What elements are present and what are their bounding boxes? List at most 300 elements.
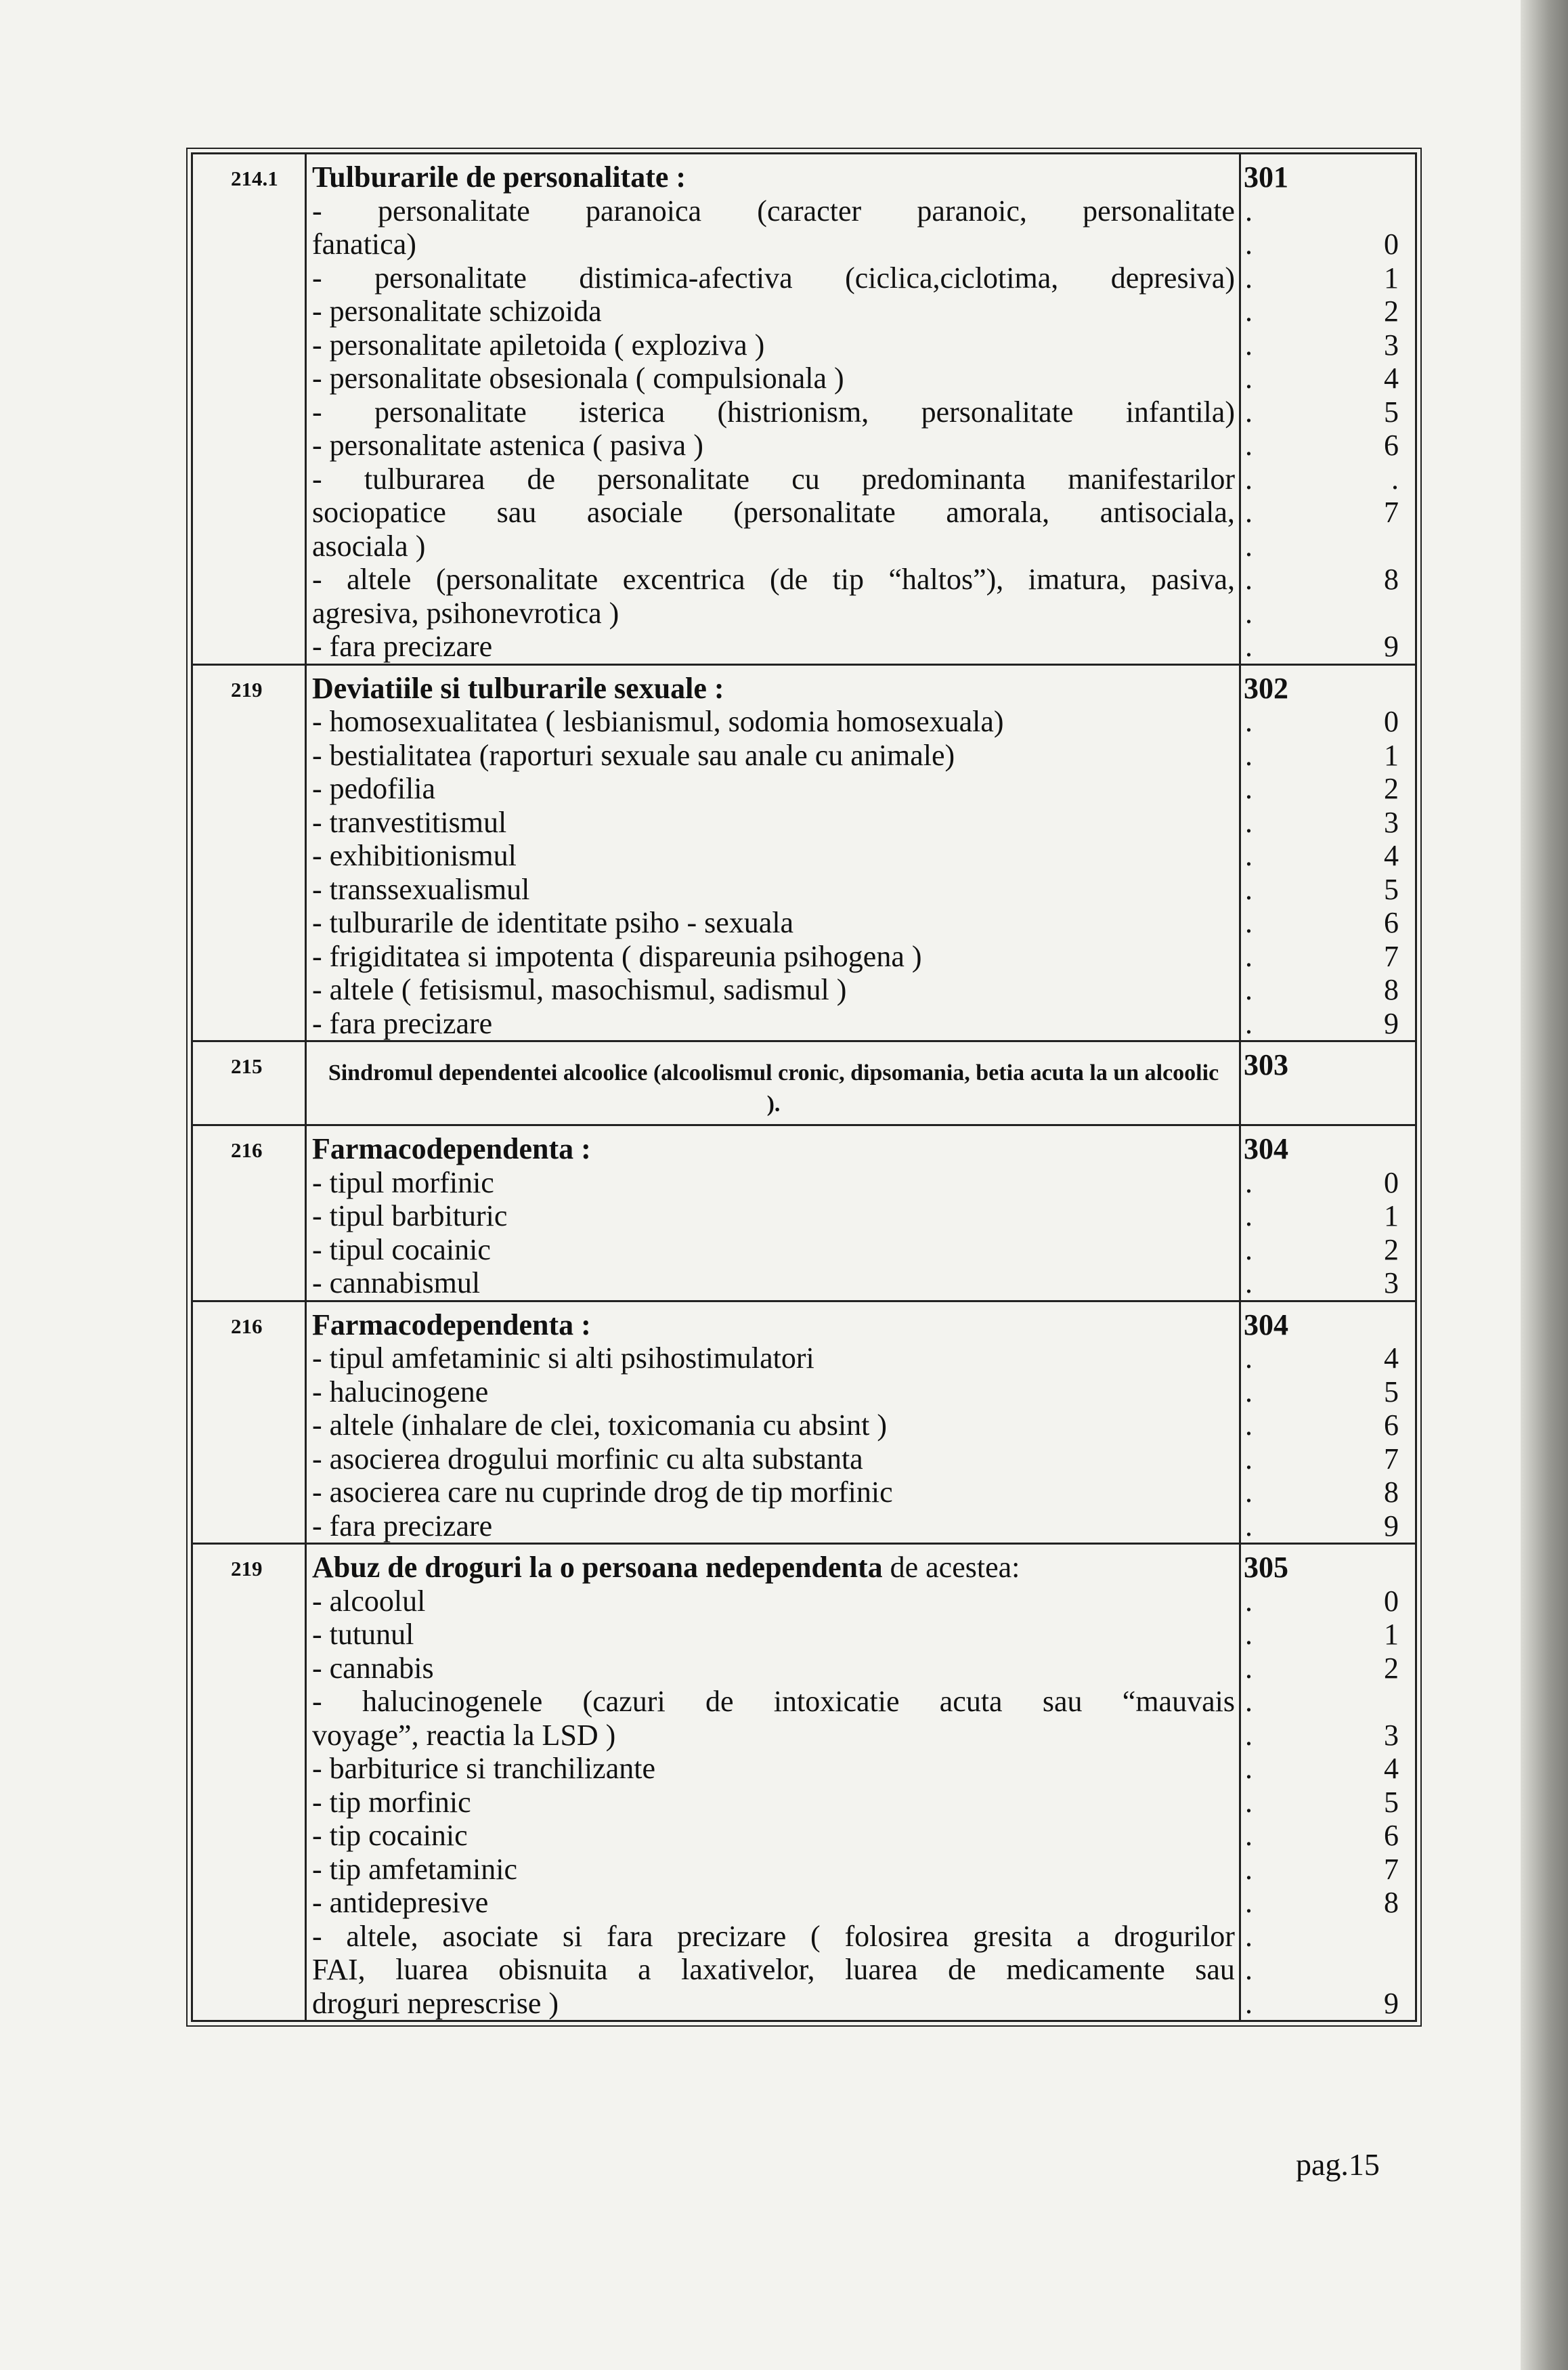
list-item [312, 1007, 1235, 1041]
list-item [312, 1199, 1235, 1233]
block-heading [312, 1551, 1235, 1585]
word: (personalitate [435, 563, 598, 596]
list-item [312, 873, 1235, 907]
code-digit-row [1241, 1685, 1415, 1719]
dot-marker: . [1245, 429, 1253, 462]
code-digit-row [1241, 1166, 1415, 1200]
dot-marker: . [1245, 529, 1253, 563]
word: - [312, 563, 322, 596]
code-digit-row [1241, 1266, 1415, 1300]
word: acuta [939, 1685, 1003, 1718]
classification-table [191, 152, 1417, 2022]
item-text: Deviatiile si tulburarile sexuale : [312, 671, 724, 705]
list-item [312, 1442, 1235, 1476]
dot-marker: . [1245, 1442, 1253, 1475]
code-digit-row [1241, 1442, 1415, 1476]
word: altele [347, 563, 412, 596]
word: luarea [845, 1953, 918, 1986]
list-item [312, 1618, 1235, 1652]
block-code: 214.1 [193, 154, 307, 664]
word: sau [1195, 1953, 1235, 1986]
code-digit-row [1241, 1585, 1415, 1618]
item-text: - tutunul [312, 1618, 414, 1651]
dot-marker: . [1245, 772, 1253, 805]
item-text: - tipul barbituric [312, 1199, 508, 1232]
word: sau [1042, 1685, 1083, 1718]
item-text: voyage”, reactia la LSD ) [312, 1718, 616, 1752]
item-text: - transsexualismul [312, 872, 530, 906]
item-text: - altele (inhalare de clei, toxicomania cu absint ) [312, 1408, 888, 1442]
code-digit-row [1241, 973, 1415, 1007]
item-text: - asocierea care nu cuprinde drog de tip morfinic [312, 1475, 893, 1509]
table-block [193, 154, 1415, 666]
group-code: 305 [1244, 1551, 1288, 1584]
code-digit-row [1241, 1652, 1415, 1685]
code-digit-row [1241, 705, 1415, 739]
dot-marker: . [1245, 1986, 1253, 2020]
word: - [312, 395, 322, 429]
code-digit-row [1241, 395, 1415, 429]
word: intoxicatie [773, 1685, 900, 1718]
code-digit-row [1241, 228, 1415, 261]
code-digit-row [1241, 1987, 1415, 2021]
item-text: agresiva, psihonevrotica ) [312, 596, 619, 630]
list-item [312, 1652, 1235, 1685]
code-digit: 8 [1384, 563, 1399, 596]
code-digit: 1 [1384, 738, 1399, 772]
item-text: - asocierea drogului morfinic cu alta substanta [312, 1442, 863, 1475]
list-item [312, 1341, 1235, 1375]
dot-marker: . [1245, 194, 1253, 228]
word: personalitate [921, 395, 1074, 429]
table-block [193, 1545, 1415, 2020]
code-digit: 5 [1384, 872, 1399, 906]
group-code: 302 [1244, 671, 1288, 705]
code-digit: 8 [1384, 973, 1399, 1006]
group-code: 304 [1244, 1132, 1288, 1165]
word: predominanta [862, 462, 1026, 496]
list-item [312, 1786, 1235, 1819]
code-digit: 4 [1384, 1341, 1399, 1375]
list-item [312, 1475, 1235, 1509]
list-item [312, 563, 1235, 597]
code-digit-row [1241, 772, 1415, 806]
word: personalitate [374, 395, 527, 429]
item-text: droguri neprescrise ) [312, 1986, 559, 2020]
dot-marker: . [1245, 1718, 1253, 1752]
code-digit-row [1241, 1233, 1415, 1267]
item-text: - tip morfinic [312, 1785, 471, 1819]
table-block [193, 666, 1415, 1043]
dot-marker: . [1245, 906, 1253, 939]
code-digit: 6 [1384, 1408, 1399, 1442]
code-digit-row [1241, 563, 1415, 597]
code-digit: 5 [1384, 395, 1399, 429]
code-digit: 4 [1384, 839, 1399, 872]
block-codes-column [1241, 154, 1415, 664]
word: paranoica [586, 194, 702, 228]
code-digit: 2 [1384, 1232, 1399, 1266]
dot-marker: . [1245, 1584, 1253, 1618]
dot-marker: . [1245, 1752, 1253, 1785]
dot-marker: . [1245, 705, 1253, 738]
dot-marker: . [1245, 295, 1253, 328]
item-text: Abuz de droguri la o persoana nedependenta [312, 1551, 883, 1584]
block-heading [312, 672, 1235, 706]
word: (de [769, 563, 808, 596]
item-text: - pedofilia [312, 772, 436, 805]
dot-marker: . [1245, 738, 1253, 772]
code-digit-row [1241, 1408, 1415, 1442]
item-text: - tip amfetaminic [312, 1852, 517, 1886]
code-digit-row [1241, 328, 1415, 362]
code-digit: 9 [1384, 630, 1399, 663]
group-code: 301 [1244, 160, 1288, 194]
paper-edge-shadow [1521, 0, 1568, 2370]
block-heading [312, 1308, 1235, 1342]
dot-marker: . [1245, 839, 1253, 872]
word: obisnuita [498, 1953, 608, 1986]
item-text: - tipul amfetaminic si alti psihostimulatori [312, 1341, 814, 1375]
code-digit-row [1241, 906, 1415, 940]
dot-marker: . [1245, 1266, 1253, 1299]
code-digit: 9 [1384, 1986, 1399, 2020]
code-digit-row [1241, 462, 1415, 496]
list-item [312, 429, 1235, 462]
list-item [312, 1886, 1235, 1920]
code-digit: 2 [1384, 295, 1399, 328]
word: cu [791, 462, 820, 496]
code-digit: 3 [1384, 328, 1399, 362]
word: precizare [677, 1919, 787, 1953]
list-item [312, 530, 1235, 563]
item-text: - tipul morfinic [312, 1165, 494, 1199]
word: excentrica [622, 563, 745, 596]
word: personalitate [374, 261, 527, 295]
word: (caracter [757, 194, 862, 228]
code-digit: 3 [1384, 1266, 1399, 1299]
list-item [312, 194, 1235, 228]
list-item [312, 1585, 1235, 1618]
block-code: 215 [193, 1042, 307, 1124]
code-digit-row [1241, 1375, 1415, 1409]
code-digit-row [1241, 1920, 1415, 1954]
dot-marker: . [1245, 630, 1253, 663]
code-digit: 9 [1384, 1006, 1399, 1040]
word: asociate [442, 1919, 539, 1953]
list-item [312, 328, 1235, 362]
dot-marker: . [1245, 1341, 1253, 1375]
dot-marker: . [1245, 973, 1253, 1006]
list-item [312, 973, 1235, 1007]
item-text: - bestialitatea (raporturi sexuale sau anale cu animale) [312, 738, 955, 772]
word: sociopatice [312, 496, 446, 529]
dot-marker: . [1245, 1919, 1253, 1953]
code-digit: 2 [1384, 1651, 1399, 1685]
word: drogurilor [1114, 1919, 1235, 1953]
code-digit: 2 [1384, 772, 1399, 805]
word: “mauvais [1122, 1685, 1235, 1718]
word: “haltos”), [888, 563, 1004, 596]
item-text: - tip cocainic [312, 1819, 468, 1852]
block-description [307, 666, 1241, 1041]
word: fara [606, 1919, 653, 1953]
dot-marker: . [1245, 1199, 1253, 1232]
word: a [1076, 1919, 1090, 1953]
word: a [638, 1953, 651, 1986]
dot-marker: . [1245, 872, 1253, 906]
dot-marker: . [1245, 1819, 1253, 1852]
dot-marker: . [1245, 395, 1253, 429]
word: infantila) [1125, 395, 1235, 429]
list-item [312, 1166, 1235, 1200]
item-text: - exhibitionismul [312, 839, 517, 872]
code-digit: 4 [1384, 362, 1399, 395]
code-digit: 4 [1384, 1752, 1399, 1785]
code-digit-row [1241, 1007, 1415, 1041]
word: de [527, 462, 555, 496]
dot-marker: . [1245, 1408, 1253, 1442]
word: medicamente [1006, 1953, 1165, 1986]
code-digit-row [1241, 530, 1415, 563]
code-digit-row [1241, 739, 1415, 773]
list-item [312, 1685, 1235, 1719]
page-number: pag.15 [1296, 2147, 1380, 2182]
block-code: 216 [193, 1126, 307, 1300]
code-digit: 7 [1384, 1852, 1399, 1886]
word: - [312, 462, 322, 496]
item-text: fanatica) [312, 228, 416, 261]
code-digit-row [1241, 295, 1415, 328]
code-digit-row [1241, 496, 1415, 530]
block-description [307, 1302, 1241, 1543]
word: de [705, 1685, 734, 1718]
dot-marker: . [1245, 805, 1253, 839]
code-digit-row [1241, 1953, 1415, 1987]
word: (histrionism, [717, 395, 869, 429]
code-digit: 1 [1384, 261, 1399, 295]
code-digit-row [1241, 1853, 1415, 1887]
code-digit: 6 [1384, 1819, 1399, 1852]
block-description [307, 1126, 1241, 1300]
code-digit-row [1241, 261, 1415, 295]
code-digit-row [1241, 1719, 1415, 1752]
dot-marker: . [1245, 496, 1253, 529]
word: amorala, [946, 496, 1050, 529]
list-item [312, 1233, 1235, 1267]
word: ( [810, 1919, 821, 1953]
list-item [312, 1752, 1235, 1786]
word: de [948, 1953, 976, 1986]
code-digit: 5 [1384, 1375, 1399, 1408]
code-digit-row [1241, 1819, 1415, 1853]
list-item [312, 1375, 1235, 1409]
dot-marker: . [1245, 1651, 1253, 1685]
code-digit-row [1241, 1509, 1415, 1543]
code-digit-row [1241, 597, 1415, 630]
word: halucinogenele [362, 1685, 543, 1718]
list-item [312, 395, 1235, 429]
group-code: 303 [1244, 1048, 1288, 1081]
dot-marker: . [1245, 1685, 1253, 1718]
word: distimica-afectiva [579, 261, 793, 295]
list-item [312, 496, 1235, 530]
block-codes-column [1241, 1126, 1415, 1300]
code-digit: 0 [1384, 1165, 1399, 1199]
code-digit-row [1241, 1786, 1415, 1819]
word: (ciclica,ciclotima, [845, 261, 1059, 295]
list-item [312, 772, 1235, 806]
list-item [312, 462, 1235, 496]
list-item [312, 1408, 1235, 1442]
block-heading [312, 160, 1235, 194]
word: antisociala, [1099, 496, 1235, 529]
item-text: asociala ) [312, 529, 426, 563]
code-digit-row [1241, 873, 1415, 907]
word: manifestarilor [1068, 462, 1235, 496]
item-text: - personalitate apiletoida ( exploziva ) [312, 328, 765, 362]
block-description [307, 1042, 1241, 1124]
word: pasiva, [1151, 563, 1235, 596]
word: paranoic, [917, 194, 1027, 228]
word: imatura, [1028, 563, 1127, 596]
list-item [312, 705, 1235, 739]
dot-marker: . [1245, 1375, 1253, 1408]
word: - [312, 1685, 322, 1718]
dot-marker: . [1245, 1232, 1253, 1266]
dot-marker: . [1245, 328, 1253, 362]
table-block [193, 1302, 1415, 1545]
code-digit-row [1241, 940, 1415, 974]
item-text: - halucinogene [312, 1375, 489, 1408]
block-codes-column [1241, 1042, 1415, 1124]
list-item [312, 1719, 1235, 1752]
block-codes-column [1241, 1545, 1415, 2020]
item-text: - cannabismul [312, 1266, 481, 1299]
word: isterica [579, 395, 666, 429]
item-text: - alcoolul [312, 1584, 426, 1618]
code-digit-row [1241, 429, 1415, 462]
list-item [312, 597, 1235, 630]
list-item [312, 739, 1235, 773]
item-text: Tulburarile de personalitate : [312, 160, 687, 194]
dot-marker: . [1245, 1509, 1253, 1543]
word: (personalitate [733, 496, 896, 529]
item-text: - barbiturice si tranchilizante [312, 1752, 655, 1785]
list-item [312, 1266, 1235, 1300]
item-text: - tipul cocainic [312, 1232, 491, 1266]
code-digit: 3 [1384, 805, 1399, 839]
list-item [312, 1509, 1235, 1543]
list-item [312, 362, 1235, 395]
dot-marker: . [1245, 362, 1253, 395]
word: si [562, 1919, 583, 1953]
table-block [193, 1126, 1415, 1302]
item-text: Farmacodependenta : [312, 1308, 591, 1341]
item-text: - homosexualitatea ( lesbianismul, sodomia homosexuala) [312, 705, 1004, 738]
item-text: - fara precizare [312, 630, 493, 663]
word: laxativelor, [681, 1953, 815, 1986]
list-item [312, 1920, 1235, 1954]
word: folosirea [844, 1919, 949, 1953]
word: FAI, [312, 1953, 366, 1986]
list-item [312, 1953, 1235, 1987]
list-item [312, 295, 1235, 328]
list-item [312, 1853, 1235, 1887]
code-digit-row [1241, 1341, 1415, 1375]
dot-marker: . [1245, 261, 1253, 295]
list-item [312, 1987, 1235, 2021]
code-digit: . [1391, 462, 1399, 496]
group-code: 304 [1244, 1308, 1288, 1341]
word: asociale [586, 496, 683, 529]
table-block [193, 1042, 1415, 1126]
code-digit: 7 [1384, 939, 1399, 973]
code-digit-row [1241, 630, 1415, 664]
code-digit: 6 [1384, 906, 1399, 939]
block-code: 219 [193, 666, 307, 1041]
dot-marker: . [1245, 1475, 1253, 1509]
dot-marker: . [1245, 1618, 1253, 1651]
item-text: Farmacodependenta : [312, 1132, 591, 1165]
list-item [312, 940, 1235, 974]
word: depresiva) [1110, 261, 1235, 295]
list-item [312, 1819, 1235, 1853]
block-description [307, 1545, 1241, 2020]
item-text: - fara precizare [312, 1006, 493, 1040]
item-text: - fara precizare [312, 1509, 493, 1543]
code-digit-row [1241, 362, 1415, 395]
dot-marker: . [1245, 228, 1253, 261]
code-digit-row [1241, 839, 1415, 873]
word: personalitate [597, 462, 750, 496]
code-digit: 0 [1384, 228, 1399, 261]
block-title: Sindromul dependentei alcoolice (alcoolismul cronic, dipsomania, betia acuta la un alcoolic ). [328, 1060, 1219, 1117]
dot-marker: . [1245, 563, 1253, 596]
item-text: - personalitate obsesionala ( compulsionala ) [312, 362, 844, 395]
word: tip [832, 563, 865, 596]
block-description [307, 154, 1241, 664]
dot-marker: . [1245, 1886, 1253, 1919]
word: personalitate [1083, 194, 1235, 228]
list-item [312, 228, 1235, 261]
code-digit: 3 [1384, 1718, 1399, 1752]
code-digit: 7 [1384, 496, 1399, 529]
code-digit: 8 [1384, 1886, 1399, 1919]
item-text: - antidepresive [312, 1886, 489, 1919]
block-code: 216 [193, 1302, 307, 1543]
dot-marker: . [1245, 1785, 1253, 1819]
code-digit: 0 [1384, 705, 1399, 738]
code-digit: 6 [1384, 429, 1399, 462]
list-item [312, 806, 1235, 840]
list-item [312, 630, 1235, 664]
word: - [312, 261, 322, 295]
code-digit: 1 [1384, 1618, 1399, 1651]
item-text: - tranvestitismul [312, 805, 507, 839]
item-text: - personalitate astenica ( pasiva ) [312, 429, 703, 462]
code-digit: 5 [1384, 1785, 1399, 1819]
block-code: 219 [193, 1545, 307, 2020]
code-digit: 0 [1384, 1584, 1399, 1618]
code-digit: 1 [1384, 1199, 1399, 1232]
dot-marker: . [1245, 1852, 1253, 1886]
code-digit-row [1241, 1475, 1415, 1509]
dot-marker: . [1245, 1006, 1253, 1040]
dot-marker: . [1245, 1953, 1253, 1986]
list-item [312, 906, 1235, 940]
item-text: - personalitate schizoida [312, 295, 602, 328]
